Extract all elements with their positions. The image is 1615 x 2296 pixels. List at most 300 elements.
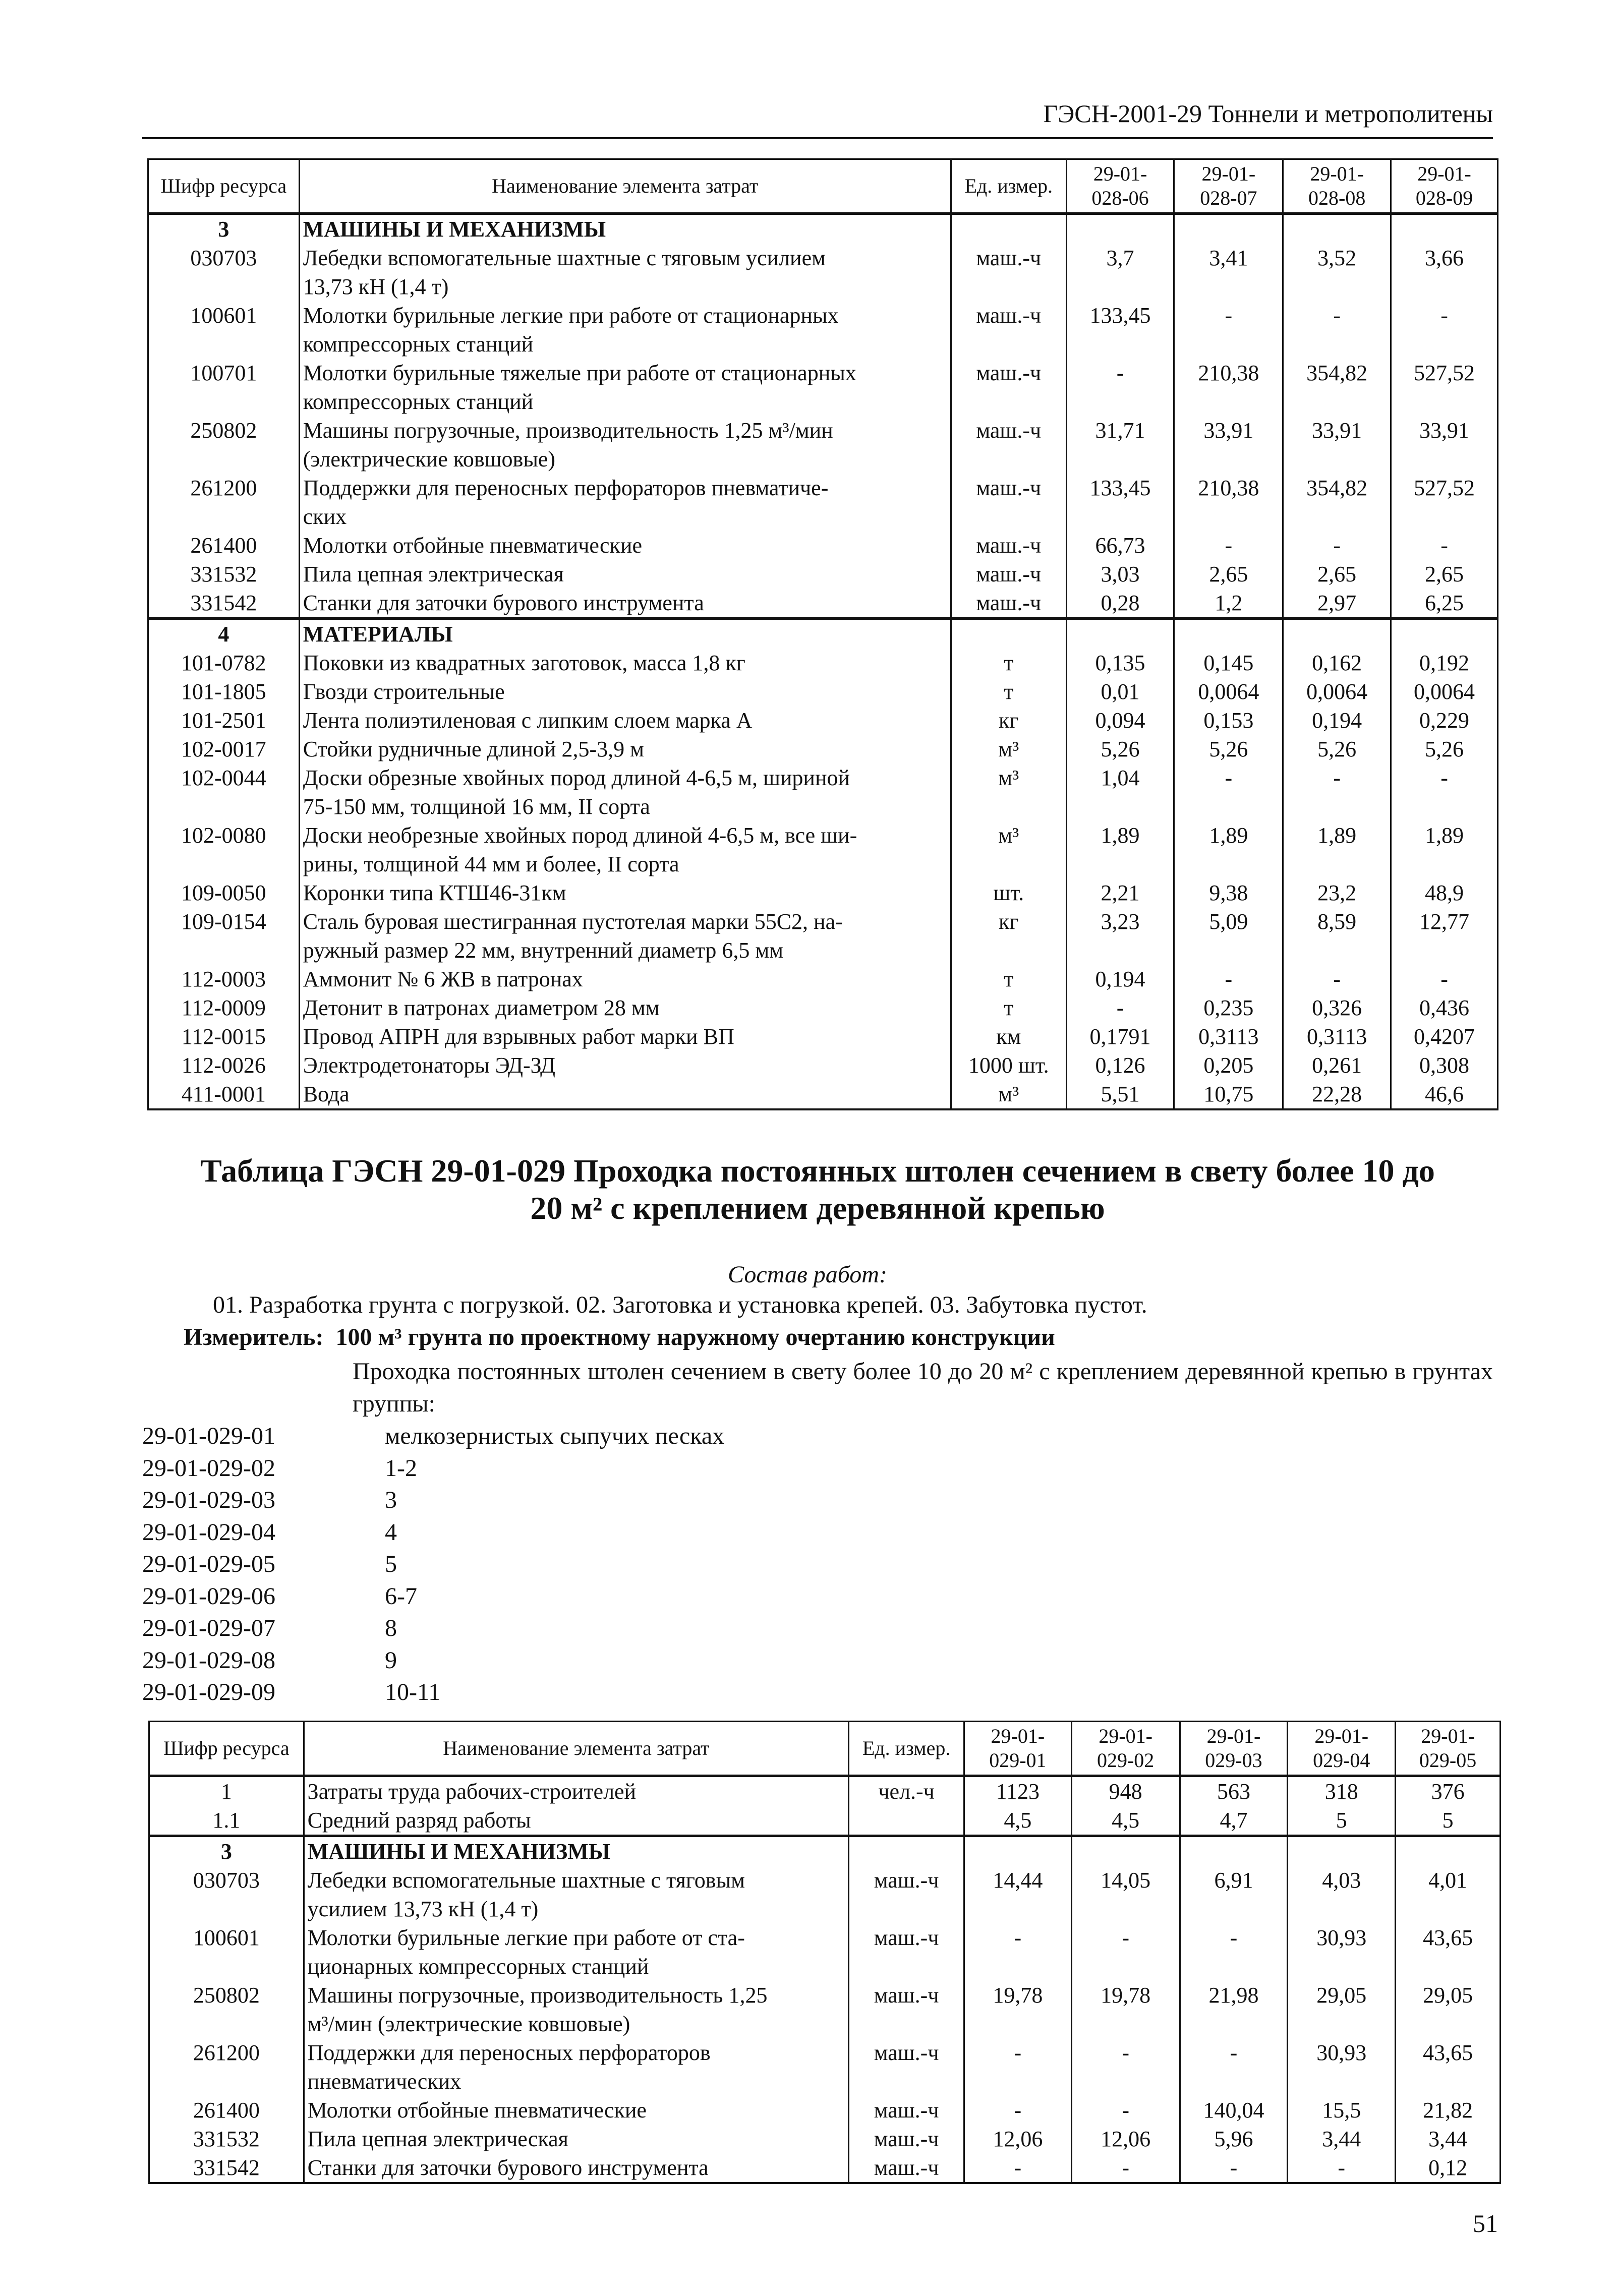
value-cell: 15,5 [1288,2096,1396,2125]
value-cell: 4,03 [1288,1866,1396,1923]
value-cell: 5,26 [1174,735,1283,763]
value-cell: 14,05 [1071,1866,1180,1923]
value-cell: - [1283,763,1391,821]
value-cell: 0,436 [1391,993,1498,1022]
unit: маш.-ч [849,1866,964,1923]
section-code: 3 [149,1836,304,1866]
value-cell: 12,77 [1391,907,1498,965]
header-divider [142,137,1493,139]
code-list-item [142,1676,724,1709]
unit: кг [951,907,1066,965]
unit: м³ [951,763,1066,821]
unit: т [951,649,1066,677]
resource-code: 331532 [148,560,300,588]
section-code: 4 [148,619,300,649]
unit: т [951,965,1066,993]
value-cell: 3,7 [1066,244,1174,301]
column-header: 29-01- 028-06 [1066,159,1174,214]
resource-name: Поковки из квадратных заготовок, масса 1,8 кг [299,649,951,677]
resource-code: 100601 [148,301,300,359]
column-header: 29-01- 029-04 [1288,1722,1396,1776]
code-list-item [142,1612,724,1644]
resource-name: Доски необрезные хвойных пород длиной 4-6,5 м, все ши- рины, толщиной 44 мм и более, II сорта [299,821,951,878]
value-cell: - [1283,301,1391,359]
value-cell: 6,91 [1180,1866,1288,1923]
resource-name: Гвозди строительные [299,677,951,706]
value-cell: 1123 [964,1776,1071,1806]
value-cell: 30,93 [1288,1923,1396,1981]
value-cell: - [1180,2038,1288,2096]
value-cell: 33,91 [1174,416,1283,474]
value-cell: 0,12 [1396,2153,1501,2183]
value-cell: 5,26 [1391,735,1498,763]
soil-group: 5 [385,1551,397,1577]
value-cell: 0,194 [1066,965,1174,993]
resource-name: Стойки рудничные длиной 2,5-3,9 м [299,735,951,763]
resource-name: Детонит в патронах диаметром 28 мм [299,993,951,1022]
value-cell: 210,38 [1174,474,1283,531]
value-cell: - [1288,2153,1396,2183]
table-row [149,1776,1501,1806]
table-row [148,531,1498,560]
value-cell: 6,25 [1391,588,1498,619]
value-cell: 0,162 [1283,649,1391,677]
value-cell: 0,094 [1066,706,1174,735]
empty-cell [1066,214,1174,244]
resource-name: Лебедки вспомогательные шахтные с тяговым усилием 13,73 кН (1,4 т) [299,244,951,301]
value-cell: - [1391,531,1498,560]
unit: маш.-ч [849,2096,964,2125]
page-number: 51 [1473,2209,1498,2238]
value-cell: 0,308 [1391,1051,1498,1080]
value-cell: 5,96 [1180,2125,1288,2153]
resource-code: 112-0026 [148,1051,300,1080]
value-cell: - [1391,301,1498,359]
unit: маш.-ч [951,301,1066,359]
value-cell: 0,205 [1174,1051,1283,1080]
value-cell: 0,229 [1391,706,1498,735]
code-list-item [142,1644,724,1677]
value-cell: 133,45 [1066,474,1174,531]
column-header: 29-01- 029-03 [1180,1722,1288,1776]
resource-name: Аммонит № 6 ЖВ в патронах [299,965,951,993]
table-row [148,677,1498,706]
value-cell: 0,145 [1174,649,1283,677]
resource-code: 101-0782 [148,649,300,677]
value-cell: 527,52 [1391,474,1498,531]
value-cell: - [1071,1923,1180,1981]
value-cell: - [1180,1923,1288,1981]
value-cell: 1,04 [1066,763,1174,821]
unit: маш.-ч [951,244,1066,301]
column-header: Шифр ресурса [149,1722,304,1776]
code-list-item [142,1516,724,1549]
column-header: 29-01- 029-05 [1396,1722,1501,1776]
resource-name: Молотки бурильные легкие при работе от ста- ционарных компрессорных станций [304,1923,849,1981]
value-cell: 527,52 [1391,359,1498,416]
value-cell: 1,89 [1391,821,1498,878]
value-cell: - [1391,763,1498,821]
soil-group: мелкозернистых сыпучих песках [385,1423,725,1449]
value-cell: 354,82 [1283,474,1391,531]
table-row [148,735,1498,763]
section-row [148,214,1498,244]
resource-code: 250802 [148,416,300,474]
running-head: ГЭСН-2001-29 Тоннели и метрополитены [1043,99,1493,128]
soil-group: 4 [385,1518,397,1546]
resource-name: Молотки отбойные пневматические [304,2096,849,2125]
resource-name: Пила цепная электрическая [299,560,951,588]
table-code: 29-01-029-01 [142,1423,275,1449]
value-cell: 0,4207 [1391,1022,1498,1051]
resource-name: Поддержки для переносных перфораторов пневматиче- ских [299,474,951,531]
column-header: 29-01- 028-07 [1174,159,1283,214]
code-list-item [142,1548,724,1580]
resource-name: Вода [299,1080,951,1109]
column-header: Наименование элемента затрат [299,159,951,214]
section-row [148,619,1498,649]
table-row [148,878,1498,907]
table-code: 29-01-029-05 [142,1551,275,1577]
resource-name: Коронки типа КТШ46-31км [299,878,951,907]
value-cell: 1,89 [1283,821,1391,878]
unit: кг [951,706,1066,735]
table-row [148,706,1498,735]
resource-code: 1 [149,1776,304,1806]
value-cell: 21,82 [1396,2096,1501,2125]
unit: чел.-ч [849,1776,964,1806]
soil-group: 10-11 [385,1679,441,1705]
empty-cell [964,1836,1071,1866]
table-row [148,560,1498,588]
value-cell: 5 [1288,1806,1396,1836]
resource-code: 030703 [148,244,300,301]
empty-cell [1396,1836,1501,1866]
value-cell: 0,135 [1066,649,1174,677]
unit: маш.-ч [849,2125,964,2153]
value-cell: 3,52 [1283,244,1391,301]
empty-cell [849,1836,964,1866]
value-cell: 0,0064 [1283,677,1391,706]
value-cell: 3,44 [1396,2125,1501,2153]
soil-group: 8 [385,1615,397,1641]
resource-name: Молотки бурильные легкие при работе от стационарных компрессорных станций [299,301,951,359]
value-cell: - [1174,301,1283,359]
value-cell: 318 [1288,1776,1396,1806]
unit: маш.-ч [951,416,1066,474]
table-row [149,1806,1501,1836]
empty-cell [1283,214,1391,244]
unit: м³ [951,1080,1066,1109]
resource-code: 261200 [148,474,300,531]
value-cell: 0,326 [1283,993,1391,1022]
value-cell: 12,06 [964,2125,1071,2153]
value-cell: 1,89 [1066,821,1174,878]
empty-cell [1071,1836,1180,1866]
column-header: Наименование элемента затрат [304,1722,849,1776]
resource-name: Сталь буровая шестигранная пустотелая марки 55С2, на- ружный размер 22 мм, внутренний диаметр 6,5 мм [299,907,951,965]
table-code: 29-01-029-07 [142,1615,275,1641]
value-cell: 354,82 [1283,359,1391,416]
resource-code: 261400 [148,531,300,560]
unit: маш.-ч [951,560,1066,588]
value-cell: 29,05 [1288,1981,1396,2038]
value-cell: 10,75 [1174,1080,1283,1109]
value-cell: 1,2 [1174,588,1283,619]
table-row [148,301,1498,359]
resource-code: 102-0044 [148,763,300,821]
header-row [148,159,1498,214]
empty-cell [951,214,1066,244]
resource-name: Машины погрузочные, производительность 1,25 м³/мин (электрические ковшовые) [299,416,951,474]
code-list-item [142,1420,724,1452]
resource-name: Электродетонаторы ЭД-ЗД [299,1051,951,1080]
value-cell: 48,9 [1391,878,1498,907]
soil-group: 3 [385,1487,397,1513]
table-row [148,1080,1498,1109]
value-cell: 140,04 [1180,2096,1288,2125]
resource-table-028 [147,158,1498,1110]
value-cell: 5,09 [1174,907,1283,965]
resource-code: 331542 [148,588,300,619]
table-row [149,1923,1501,1981]
value-cell: 948 [1071,1776,1180,1806]
empty-cell [1283,619,1391,649]
unit: 1000 шт. [951,1051,1066,1080]
value-cell: - [964,2096,1071,2125]
value-cell: 133,45 [1066,301,1174,359]
resource-code: 102-0017 [148,735,300,763]
value-cell: 21,98 [1180,1981,1288,2038]
resource-name: Машины погрузочные, производительность 1,25 м³/мин (электрические ковшовые) [304,1981,849,2038]
value-cell: 5,51 [1066,1080,1174,1109]
table-row [148,649,1498,677]
unit: маш.-ч [849,1923,964,1981]
soil-group: 1-2 [385,1454,417,1482]
soil-group: 9 [385,1646,397,1674]
unit: т [951,993,1066,1022]
value-cell: 0,3113 [1283,1022,1391,1051]
meter-text: Измеритель: 100 м³ грунта по проектному наружному очертанию конструкции [184,1324,1055,1350]
value-cell: - [1066,993,1174,1022]
value-cell: 0,0064 [1391,677,1498,706]
header-row [149,1722,1501,1776]
unit: шт. [951,878,1066,907]
table-row [148,244,1498,301]
unit: маш.-ч [951,588,1066,619]
column-header: 29-01- 028-08 [1283,159,1391,214]
resource-code: 261400 [149,2096,304,2125]
resource-code: 112-0015 [148,1022,300,1051]
table-row [148,993,1498,1022]
value-cell: 0,153 [1174,706,1283,735]
intro-text: Проходка постоянных штолен сечением в свету более 10 до 20 м² с креплением деревянной крепью в грунтах группы: [353,1358,1493,1417]
value-cell: 29,05 [1396,1981,1501,2038]
column-header: 29-01- 028-09 [1391,159,1498,214]
table-row [148,965,1498,993]
value-cell: 3,66 [1391,244,1498,301]
resource-code: 331532 [149,2125,304,2153]
table-row [148,907,1498,965]
empty-cell [951,619,1066,649]
unit: т [951,677,1066,706]
value-cell: 5,26 [1066,735,1174,763]
value-cell: - [1283,531,1391,560]
value-cell: 9,38 [1174,878,1283,907]
empty-cell [1174,214,1283,244]
unit: маш.-ч [849,1981,964,2038]
value-cell: 30,93 [1288,2038,1396,2096]
unit: маш.-ч [849,2153,964,2183]
section-title: МАТЕРИАЛЫ [299,619,951,649]
value-cell: 0,28 [1066,588,1174,619]
unit: м³ [951,821,1066,878]
code-list-item [142,1484,724,1516]
table-row [149,2096,1501,2125]
empty-cell [1180,1836,1288,1866]
value-cell: 0,3113 [1174,1022,1283,1051]
value-cell: - [1071,2038,1180,2096]
section-code: 3 [148,214,300,244]
value-cell: - [1066,359,1174,416]
value-cell: - [1071,2096,1180,2125]
code-list-item [142,1580,724,1613]
code-list-item [142,1452,724,1485]
value-cell: 2,97 [1283,588,1391,619]
table-row [149,2038,1501,2096]
resource-name: Станки для заточки бурового инструмента [304,2153,849,2183]
table-code: 29-01-029-02 [142,1454,275,1482]
unit: маш.-ч [951,474,1066,531]
empty-cell [1066,619,1174,649]
resource-code: 100601 [149,1923,304,1981]
value-cell: 0,126 [1066,1051,1174,1080]
resource-code: 331542 [149,2153,304,2183]
value-cell: 0,192 [1391,649,1498,677]
resource-code: 109-0050 [148,878,300,907]
value-cell: 3,03 [1066,560,1174,588]
value-cell: 4,5 [964,1806,1071,1836]
value-cell: 12,06 [1071,2125,1180,2153]
resource-code: 112-0003 [148,965,300,993]
value-cell: 3,23 [1066,907,1174,965]
table-row [149,1866,1501,1923]
value-cell: 2,65 [1391,560,1498,588]
value-cell: 0,261 [1283,1051,1391,1080]
value-cell: 46,6 [1391,1080,1498,1109]
value-cell: 4,7 [1180,1806,1288,1836]
table-row [148,416,1498,474]
resource-code: 101-2501 [148,706,300,735]
value-cell: 5,26 [1283,735,1391,763]
value-cell: 0,235 [1174,993,1283,1022]
value-cell: - [1174,763,1283,821]
value-cell: 22,28 [1283,1080,1391,1109]
table-row [148,1022,1498,1051]
value-cell: 23,2 [1283,878,1391,907]
resource-code: 1.1 [149,1806,304,1836]
resource-code: 250802 [149,1981,304,2038]
table-row [149,2125,1501,2153]
unit: м³ [951,735,1066,763]
resource-name: Затраты труда рабочих-строителей [304,1776,849,1806]
table-row [148,1051,1498,1080]
unit: маш.-ч [951,531,1066,560]
value-cell: 8,59 [1283,907,1391,965]
value-cell: 4,01 [1396,1866,1501,1923]
table-row [148,821,1498,878]
column-header: Шифр ресурса [148,159,300,214]
resource-name: Поддержки для переносных перфораторов пневматических [304,2038,849,2096]
value-cell: 0,01 [1066,677,1174,706]
table-row [148,588,1498,619]
section-title: МАШИНЫ И МЕХАНИЗМЫ [304,1836,849,1866]
value-cell: 2,21 [1066,878,1174,907]
value-cell: 3,44 [1288,2125,1396,2153]
resource-name: Провод АПРН для взрывных работ марки ВП [299,1022,951,1051]
resource-code: 112-0009 [148,993,300,1022]
value-cell: 563 [1180,1776,1288,1806]
table-row [149,1981,1501,2038]
value-cell: 2,65 [1283,560,1391,588]
value-cell: 210,38 [1174,359,1283,416]
value-cell: - [1391,965,1498,993]
resource-table-029 [148,1721,1501,2184]
table-row [148,474,1498,531]
value-cell: 4,5 [1071,1806,1180,1836]
table-code: 29-01-029-09 [142,1679,275,1705]
empty-cell [1391,214,1498,244]
value-cell: - [964,1923,1071,1981]
works-text: 01. Разработка грунта с погрузкой. 02. Заготовка и установка крепей. 03. Забутовка пустот. [213,1291,1147,1318]
resource-name: Молотки отбойные пневматические [299,531,951,560]
value-cell: 0,194 [1283,706,1391,735]
resource-code: 411-0001 [148,1080,300,1109]
resource-name: Средний разряд работы [304,1806,849,1836]
soil-group: 6-7 [385,1582,417,1610]
table-code: 29-01-029-06 [142,1582,275,1610]
value-cell: 19,78 [964,1981,1071,2038]
section-title: МАШИНЫ И МЕХАНИЗМЫ [299,214,951,244]
value-cell: 33,91 [1283,416,1391,474]
column-header: 29-01- 029-01 [964,1722,1071,1776]
resource-code: 030703 [149,1866,304,1923]
empty-cell [1288,1836,1396,1866]
resource-name: Доски обрезные хвойных пород длиной 4-6,5 м, шириной 75-150 мм, толщиной 16 мм, II сорта [299,763,951,821]
table-row [149,2153,1501,2183]
value-cell: 3,41 [1174,244,1283,301]
value-cell: 1,89 [1174,821,1283,878]
value-cell: 0,1791 [1066,1022,1174,1051]
section-row [149,1836,1501,1866]
column-header: Ед. измер. [951,159,1066,214]
column-header: Ед. измер. [849,1722,964,1776]
unit: маш.-ч [951,359,1066,416]
resource-code: 100701 [148,359,300,416]
value-cell: 19,78 [1071,1981,1180,2038]
resource-code: 109-0154 [148,907,300,965]
value-cell: 43,65 [1396,2038,1501,2096]
empty-cell [1391,619,1498,649]
resource-code: 101-1805 [148,677,300,706]
table-title: Таблица ГЭСН 29-01-029 Проходка постоянных штолен сечением в свету более 10 до 20 м² с креплением деревянной крепью [200,1153,1435,1226]
resource-name: Лебедки вспомогательные шахтные с тяговым усилием 13,73 кН (1,4 т) [304,1866,849,1923]
value-cell: - [1174,531,1283,560]
value-cell: - [1174,965,1283,993]
resource-name: Лента полиэтиленовая с липким слоем марка А [299,706,951,735]
unit: км [951,1022,1066,1051]
value-cell: 5 [1396,1806,1501,1836]
